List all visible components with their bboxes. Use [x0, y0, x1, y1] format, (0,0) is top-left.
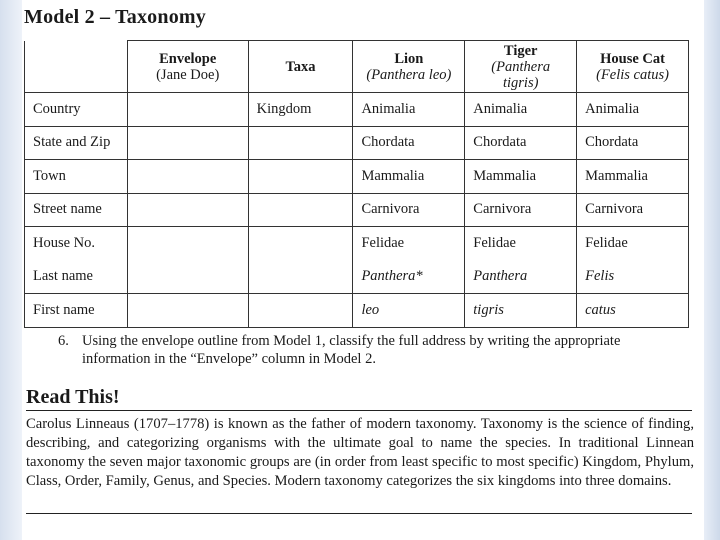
tiger-cell: Carnivora: [465, 193, 577, 227]
lion-header-sub: (Panthera leo): [366, 66, 452, 83]
envelope-header-label: Envelope: [159, 50, 217, 67]
tiger-cell: tigris: [465, 294, 577, 328]
table-row: [25, 193, 689, 227]
cat-cell: Mammalia: [577, 160, 689, 194]
lion-cell: Panthera*: [361, 268, 423, 284]
lion-cell: Carnivora: [353, 193, 465, 227]
envelope-cell[interactable]: [127, 93, 248, 127]
row-label: Country: [25, 93, 128, 127]
tiger-cell: Panthera: [473, 268, 528, 284]
taxa-cell[interactable]: [248, 227, 353, 294]
envelope-cell[interactable]: [127, 227, 248, 294]
table-header-row: [25, 41, 689, 93]
page-title: Model 2 – Taxonomy: [24, 6, 206, 28]
envelope-cell[interactable]: [127, 126, 248, 160]
lion-cell: Felidae: [361, 235, 405, 251]
taxa-cell[interactable]: [248, 193, 353, 227]
lion-header-label: Lion: [394, 50, 424, 67]
envelope-cell[interactable]: [127, 294, 248, 328]
corner-header: [25, 41, 128, 93]
table-row: [25, 93, 689, 127]
row-label: State and Zip: [25, 126, 128, 160]
cat-cell-pair: [577, 227, 689, 294]
lion-header: [353, 41, 465, 93]
table-row: [25, 160, 689, 194]
cat-cell: Carnivora: [577, 193, 689, 227]
question-number: 6.: [58, 333, 69, 349]
lion-cell: Animalia: [353, 93, 465, 127]
taxa-cell[interactable]: [248, 126, 353, 160]
taxa-header: Taxa: [248, 41, 353, 93]
taxa-cell[interactable]: [248, 294, 353, 328]
read-this-heading: Read This!: [26, 386, 120, 408]
lion-cell: leo: [353, 294, 465, 328]
envelope-cell[interactable]: [127, 193, 248, 227]
cat-header-sub: (Felis catus): [596, 66, 669, 83]
table-row-merged: [25, 227, 689, 294]
cat-cell: Felis: [585, 268, 615, 284]
tiger-cell-pair: [465, 227, 577, 294]
question-text: Using the envelope outline from Model 1, classify the full address by writing the appropriate information in the “Envelope” column in Model 2.: [82, 333, 621, 367]
worksheet-page: [22, 0, 704, 540]
row-label: Last name: [33, 268, 93, 284]
tiger-header: [465, 41, 577, 93]
lion-cell: Chordata: [353, 126, 465, 160]
lion-cell-pair: [353, 227, 465, 294]
cat-header-label: House Cat: [600, 50, 665, 67]
envelope-cell[interactable]: [127, 160, 248, 194]
row-label-pair: [25, 227, 128, 294]
taxonomy-table: [24, 40, 689, 328]
cat-cell: Chordata: [577, 126, 689, 160]
tiger-cell: Chordata: [465, 126, 577, 160]
tiger-header-label: Tiger: [503, 42, 538, 59]
tiger-cell: Mammalia: [465, 160, 577, 194]
row-label: Town: [25, 160, 128, 194]
table-row: [25, 294, 689, 328]
tiger-cell: Felidae: [473, 235, 516, 251]
cat-cell: catus: [577, 294, 689, 328]
row-label: Street name: [25, 193, 128, 227]
read-this-body: Carolus Linneaus (1707–1778) is known as the father of modern taxonomy. Taxonomy is the science of finding, describing, and categorizing organisms with the ultimate goal to name the species. In traditional Linnean taxonomy the seven major taxonomic groups are (in order from least specific to most specific) Kingdom, Phylum, Class, Order, Family, Genus, and Species. Modern taxonomy categorizes the six kingdoms into three domains.: [26, 416, 694, 489]
row-label: First name: [25, 294, 128, 328]
row-label: House No.: [33, 235, 96, 251]
envelope-header: [127, 41, 248, 93]
right-side-decoration: [704, 0, 720, 540]
divider: [26, 513, 692, 514]
table-row: [25, 126, 689, 160]
cat-header: [577, 41, 689, 93]
tiger-header-sub: (Panthera tigris): [491, 58, 551, 91]
lion-cell: Mammalia: [353, 160, 465, 194]
divider: [26, 410, 692, 411]
left-side-decoration: [0, 0, 22, 540]
taxa-cell: Kingdom: [248, 93, 353, 127]
cat-cell: Animalia: [577, 93, 689, 127]
envelope-header-sub: (Jane Doe): [156, 66, 220, 83]
cat-cell: Felidae: [585, 235, 628, 251]
tiger-cell: Animalia: [465, 93, 577, 127]
taxa-cell[interactable]: [248, 160, 353, 194]
